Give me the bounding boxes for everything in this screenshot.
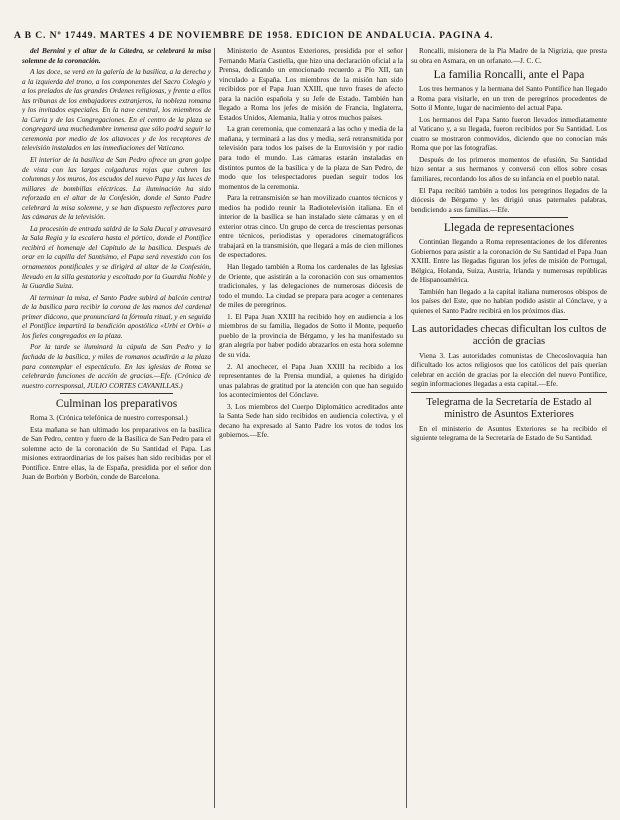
column-right (411, 46, 607, 812)
article-paragraph: 3. Los miembros del Cuerpo Diplomático acreditados ante la Santa Sede han sido recibidos en audiencia colectiva, y el decano ha expresado al Santo Padre los votos de todos los gobiernos.—Efe. (219, 401, 403, 440)
section-divider (450, 217, 568, 218)
headline-representaciones: Llegada de representaciones (443, 222, 575, 235)
article-paragraph: 1. El Papa Juan XXIII ha recibido hoy en audiencia a los miembros de su familia, llegados de Sotto il Monte, pequeño pueblo de la provincia de Bérgamo, y les ha manifestado su gran alegría por haber podido abrazarlos en esta hora solemne de su vida. (219, 311, 403, 359)
article-paragraph: Los hermanos del Papa Santo fueron llevados inmediatamente al Vaticano y, a su llegada, fueron recibidos por Su Santidad. Los cuatro se mostraron conmovidos, diciendo que no conocían más Roma que por las fotografías. (411, 114, 607, 153)
headline-autoridades-checas: Las autoridades checas dificultan los cultos de acción de gracias (411, 323, 607, 347)
article-paragraph: Por la tarde se iluminará la cúpula de San Pedro y la fachada de la basílica, y miles de romanos acudirán a la plaza para contemplar el espectáculo. En las iglesias de Roma se celebrarán funciones de acción de gracias.—Efe. (Crónica de nuestro corresponsal, JULIO CORTES CAVANILLAS.) (22, 342, 211, 390)
section-divider (450, 319, 568, 320)
article-paragraph: Al terminar la misa, el Santo Padre subirá al balcón central de la basílica para recibir la corona de las manos del cardenal primer diácono, que pronunciará la fórmula ritual, y en seguida el Pontífice impartirá la bendición apostólica «Urbi et Orbi» a los fieles congregados en la plaza. (22, 292, 211, 340)
article-paragraph: Después de los primeros momentos de efusión, Su Santidad hizo sentar a sus hermanos y conversó con ellos sobre cosas familiares, recordando los años de su infancia en el pueblo natal. (411, 154, 607, 184)
coronation-article (22, 46, 211, 390)
article-paragraph: El Papa recibió también a todos los peregrinos llegados de la diócesis de Bérgamo y les dirigió unas paternales palabras, bendiciendo a sus familias.—Efe. (411, 185, 607, 214)
article-paragraph: Roncalli, misionera de la Pía Madre de la Nigrizia, que presta su obra en Asmara, en un orfanato.—J. C. C. (411, 46, 607, 65)
article-paragraph: Esta mañana se han ultimado los preparativos en la basílica de San Pedro, centro y fuero de la Basílica de San Pedro para el solemne acto de la coronación de Su Santidad el Papa. Las misiones extraordinarias de los países han sido recibidas por el Pontífice. Entre ellas, la de España, presidida por el señor don Juan de Borbón y Borbón, conde de Barcelona. (22, 424, 211, 482)
article-paragraph: La procesión de entrada saldrá de la Sala Ducal y atravesará la Sala Regia y la escalera hasta el pórtico, donde el Pontífice recibirá el homenaje del Capítulo de la basílica. Después de orar en la capilla del Santísimo, el Papa será revestido con los ornamentos pontificales y se dirigirá al altar de la Confesión, llevado en la silla gestatoria y escoltado por la Guardia Noble y la Guardia Suiza. (22, 223, 211, 291)
article-paragraph: Para la retransmisión se han movilizado cuantos técnicos y medios ha podido reunir la Radiotelevisión italiana. En el interior de la basílica se han instalado siete cámaras y en el exterior otras cinco. Un grupo de cerca de trescientas personas entre técnicos, periodistas y operadores cinematográficos trabajará en la transmisión, que llegará a más de cien millones de espectadores. (219, 193, 403, 260)
article-paragraph: A las doce, se verá en la galería de la basílica, a la derecha y a la izquierda del trono, a los componentes del Sacro Colegio y a los prelados de las grandes Ordenes religiosas, y frente a ellos las tribunas de los embajadores extranjeros, la nobleza romana y los invitados especiales. En la nave central, los miembros de la Curia y de las Congregaciones. En el centro de la plaza se congregará una muchedumbre inmensa que sólo podrá seguir la ceremonia por medio de los altavoces y de los receptores de televisión instalados en las inmediaciones del Vaticano. (22, 67, 211, 153)
headline-telegrama: Telegrama de la Secretaría de Estado al ministro de Asuntos Exteriores (426, 396, 592, 420)
article-paragraph: Viena 3. Las autoridades comunistas de Checoslovaquia han dificultado los actos religiosos que los católicos del país querían celebrar en acción de gracias por la elección del nuevo Pontífice, según informaciones llegadas a esta capital.—Efe. (411, 350, 607, 389)
article-paragraph: La gran ceremonia, que comenzará a las ocho y media de la mañana, y terminará a las dos y media, será retransmitida por televisión para todos los países de la Eurovisión y por radio para todo el mundo. Las cámaras estarán instaladas en distintos puntos de la basílica y de la plaza de San Pedro, de modo que los telespectadores puedan seguir todos los momentos de la ceremonia. (219, 124, 403, 191)
article-opening: del Bernini y el altar de la Cátedra, se celebrará la misa solemne de la coronación. (22, 46, 211, 65)
column-left (22, 46, 211, 812)
headline-preparativos: Culminan los preparativos (55, 398, 178, 411)
article-paragraph: Ministerio de Asuntos Exteriores, presidida por el señor Fernando María Castiella, que hizo una declaración oficial a la Prensa, dedicando un emocionado recuerdo a Pío XII, tan vinculado a España. Los miembros de la misión han sido recibidos por el Papa Juan XXIII, que tuvo frases de afecto para la nación española y su Jefe de Estado. También han llegado a Roma los jefes de misión de Francia, Inglaterra, Estados Unidos, Alemania, Italia y otros muchos países. (219, 46, 403, 122)
column-rule-left (214, 48, 215, 808)
column-middle (219, 46, 403, 812)
article-paragraph: En el ministerio de Asuntos Exteriores se ha recibido el siguiente telegrama de la Secretaría de Estado de Su Santidad. (411, 423, 607, 443)
article-paragraph: 2. Al anochecer, el Papa Juan XXIII ha recibido a los representantes de la Prensa mundial, a quienes ha dirigido unas palabras de gratitud por la atención con que han seguido los acontecimientos del Cónclave. (219, 361, 403, 400)
section-divider (60, 393, 173, 394)
article-paragraph: Han llegado también a Roma los cardenales de las Iglesias de Oriente, que asistirán a la coronación con sus ornamentos tradicionales, y las delegaciones de numerosas diócesis de todo el mundo. La ciudad se prepara para acoger a centenares de miles de peregrinos. (219, 262, 403, 310)
article-paragraph: Continúan llegando a Roma representaciones de los diferentes Gobiernos para asistir a la coronación de Su Santidad el Papa Juan XXIII. Entre las llegadas figuran los jefes de misión de Portugal, Bélgica, Holanda, Suiza, Austria, Irlanda y numerosas repúblicas de Hispanoamérica. (411, 237, 607, 285)
column-rule-right (406, 48, 407, 808)
article-paragraph: El interior de la basílica de San Pedro ofrece un gran golpe de vista con las largas colgaduras rojas que cubren las columnas y los muros, los escudos del nuevo Papa y las luces de millares de bombillas eléctricas. La iluminación ha sido reforzada en el altar de la Confesión, donde el Santo Padre celebrará la misa solemne, y se han dispuesto reflectores para las cámaras de la televisión. (22, 155, 211, 222)
article-paragraph: Los tres hermanos y la hermana del Santo Pontífice han llegado a Roma para visitarle, en un tren de peregrinos procedentes de Sotto il Monte, lugar de nacimiento del actual Papa. (411, 84, 607, 113)
article-paragraph: También han llegado a la capital italiana numerosos obispos de los países del Este, que no habían podido asistir al Cónclave, y a quienes el Santo Padre recibirá en los próximos días. (411, 286, 607, 316)
headline-familia-roncalli: La familia Roncalli, ante el Papa (433, 69, 585, 82)
section-divider (411, 392, 607, 393)
page-header: A B C. Nº 17449. MARTES 4 DE NOVIEMBRE DE 1958. EDICION DE ANDALUCIA. PAGINA 4. (14, 30, 494, 41)
article-paragraph: Roma 3. (Crónica telefónica de nuestro corresponsal.) (30, 413, 188, 423)
